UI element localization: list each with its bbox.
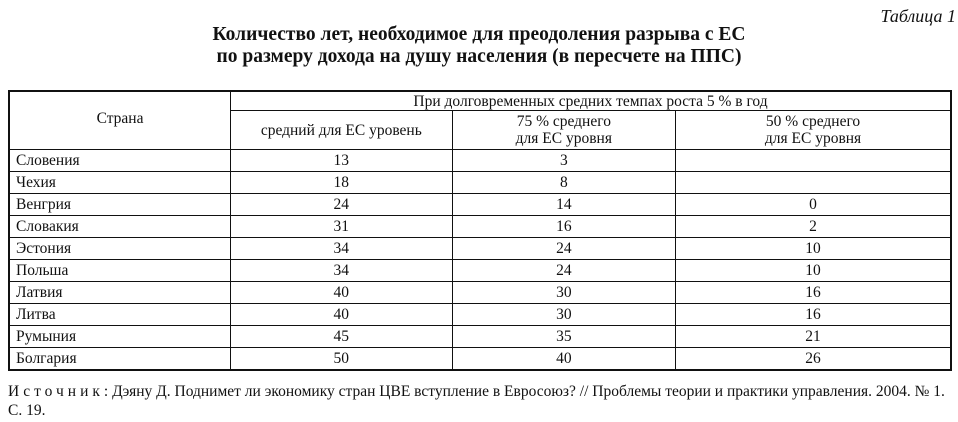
- table-header: [9, 91, 951, 150]
- pct75-cell: 24: [452, 260, 676, 282]
- pct50-cell: 26: [676, 348, 951, 371]
- header-50-line-2: для ЕС уровня: [764, 130, 862, 147]
- header-75-percent: [452, 111, 676, 150]
- country-cell: Чехия: [9, 172, 231, 194]
- country-cell: Болгария: [9, 348, 231, 371]
- pct50-cell: 2: [676, 216, 951, 238]
- header-50-line-1: 50 % среднего: [765, 113, 861, 130]
- eu-average-cell: 24: [231, 194, 453, 216]
- pct50-cell: 21: [676, 326, 951, 348]
- pct50-cell: 16: [676, 282, 951, 304]
- table-number-label: Таблица 1: [880, 6, 956, 26]
- eu-average-cell: 34: [231, 260, 453, 282]
- country-cell: Литва: [9, 304, 231, 326]
- data-table: [8, 90, 952, 371]
- pct75-cell: 16: [452, 216, 676, 238]
- table-row: [9, 150, 951, 172]
- country-cell: Польша: [9, 260, 231, 282]
- header-75-line-1: 75 % среднего: [516, 113, 611, 130]
- pct75-cell: 40: [452, 348, 676, 371]
- table-row: [9, 282, 951, 304]
- header-growth-group: При долговременных средних темпах роста 5 % в год: [231, 91, 951, 111]
- eu-average-cell: 40: [231, 282, 453, 304]
- eu-average-cell: 18: [231, 172, 453, 194]
- header-75-line-2: для ЕС уровня: [515, 130, 612, 147]
- title-line-1: Количество лет, необходимое для преодоления разрыва с ЕС: [212, 24, 746, 45]
- pct75-cell: 30: [452, 282, 676, 304]
- pct75-cell: 3: [452, 150, 676, 172]
- table-row: [9, 238, 951, 260]
- country-cell: Латвия: [9, 282, 231, 304]
- pct50-cell: 10: [676, 260, 951, 282]
- pct50-cell: 0: [676, 194, 951, 216]
- header-eu-average: средний для ЕС уровень: [231, 111, 453, 150]
- eu-average-cell: 45: [231, 326, 453, 348]
- pct75-cell: 14: [452, 194, 676, 216]
- table-row: [9, 260, 951, 282]
- table-row: [9, 194, 951, 216]
- table-title: [0, 24, 958, 68]
- table-body: [9, 150, 951, 371]
- country-cell: Словакия: [9, 216, 231, 238]
- source-label: Источник: [8, 383, 104, 400]
- pct50-cell: [676, 150, 951, 172]
- source-text: : Дэяну Д. Поднимет ли экономику стран ЦВЕ вступление в Евросоюз? // Проблемы теории и практики управления. 2004. № 1. С. 19.: [8, 383, 945, 419]
- country-cell: Эстония: [9, 238, 231, 260]
- header-country: Страна: [9, 91, 231, 150]
- source-note: [8, 382, 956, 420]
- pct75-cell: 8: [452, 172, 676, 194]
- pct50-cell: 16: [676, 304, 951, 326]
- country-cell: Словения: [9, 150, 231, 172]
- pct50-cell: [676, 172, 951, 194]
- eu-average-cell: 50: [231, 348, 453, 371]
- eu-average-cell: 34: [231, 238, 453, 260]
- table-row: [9, 326, 951, 348]
- country-cell: Венгрия: [9, 194, 231, 216]
- eu-average-cell: 40: [231, 304, 453, 326]
- title-line-2: по размеру дохода на душу населения (в пересчете на ППС): [216, 46, 742, 67]
- eu-average-cell: 31: [231, 216, 453, 238]
- table-row: [9, 172, 951, 194]
- pct50-cell: 10: [676, 238, 951, 260]
- table-row: [9, 304, 951, 326]
- country-cell: Румыния: [9, 326, 231, 348]
- pct75-cell: 24: [452, 238, 676, 260]
- eu-average-cell: 13: [231, 150, 453, 172]
- pct75-cell: 35: [452, 326, 676, 348]
- header-50-percent: [676, 111, 951, 150]
- table-row: [9, 348, 951, 371]
- table-row: [9, 216, 951, 238]
- pct75-cell: 30: [452, 304, 676, 326]
